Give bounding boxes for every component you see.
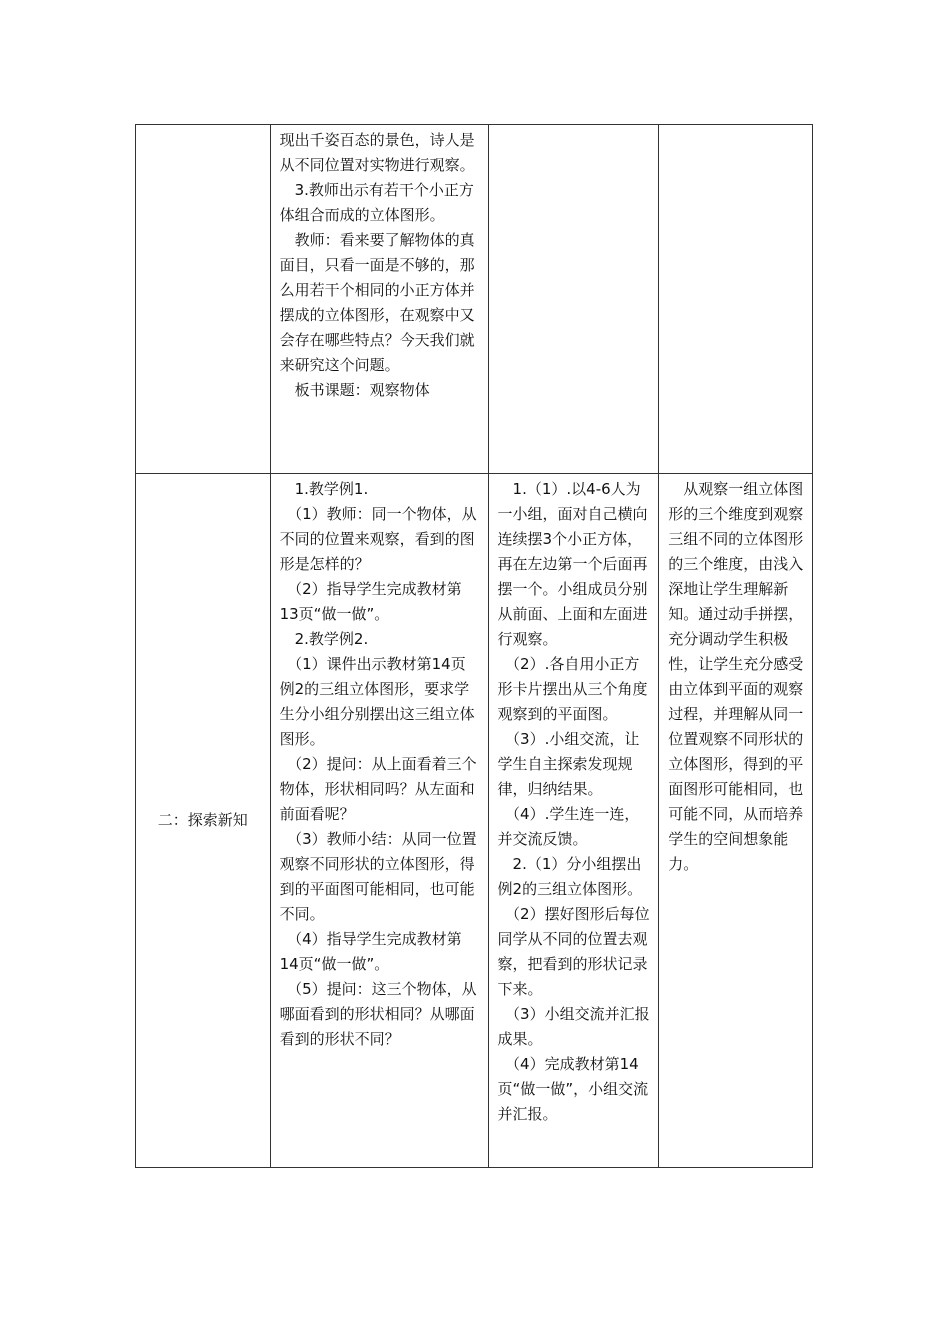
design-intent-cell	[659, 125, 813, 474]
teacher-paragraph: 2.教学例2.	[279, 630, 369, 648]
teacher-paragraph: （1）教师：同一个物体，从不同的位置来观察，看到的图形是怎样的？	[279, 505, 477, 573]
student-paragraph: 1.（1）.以4-6人为一小组，面对自己横向连续摆3个小正方体，再在左边第一个后面再摆一个。小组成员分别从前面、上面和左面进行观察。	[497, 480, 648, 648]
student-paragraph: （2）.各自用小正方形卡片摆出从三个角度观察到的平面图。	[497, 655, 648, 723]
teacher-paragraph: 3.教师出示有若干个小正方体组合而成的立体图形。	[279, 181, 474, 224]
teacher-paragraph: 板书课题：观察物体	[279, 381, 430, 399]
table-row	[136, 125, 813, 474]
teacher-paragraph: 1.教学例1.	[279, 480, 369, 498]
student-paragraph: （3）.小组交流，让学生自主探索发现规律，归纳结果。	[497, 730, 640, 798]
teacher-paragraph: 现出千姿百态的景色，诗人是从不同位置对实物进行观察。	[279, 131, 475, 174]
student-activity-cell	[488, 125, 659, 474]
stage-cell: 二：探索新知	[136, 474, 271, 1168]
teacher-paragraph: （2）指导学生完成教材第13页“做一做”。	[279, 580, 462, 623]
teacher-paragraph: （2）提问：从上面看着三个物体，形状相同吗？从左面和前面看呢？	[279, 755, 477, 823]
intent-paragraph: 从观察一组立体图形的三个维度到观察三组不同的立体图形的三个维度，由浅入深地让学生理解新知。通过动手拼摆，充分调动学生积极性，让学生充分感受由立体到平面的观察过程，并理解从同一位置观察不同形状的立体图形，得到的平面图形可能相同，也可能不同，从而培养学生的空间想象能力。	[668, 480, 804, 873]
table-row	[136, 474, 813, 1168]
student-paragraph: 2.（1）分小组摆出例2的三组立体图形。	[497, 855, 643, 898]
student-activity-cell	[488, 474, 659, 1168]
lesson-plan-table	[135, 124, 813, 1168]
student-paragraph: （4）完成教材第14页“做一做”，小组交流并汇报。	[497, 1055, 649, 1123]
teacher-activity-cell	[270, 474, 488, 1168]
design-intent-cell	[659, 474, 813, 1168]
teacher-paragraph: （4）指导学生完成教材第14页“做一做”。	[279, 930, 462, 973]
teacher-paragraph: （1）课件出示教材第14页例2的三组立体图形，要求学生分小组分别摆出这三组立体图形。	[279, 655, 475, 748]
teacher-paragraph: 教师：看来要了解物体的真面目，只看一面是不够的，那么用若干个相同的小正方体并摆成的立体图形，在观察中又会存在哪些特点？今天我们就来研究这个问题。	[279, 231, 475, 374]
student-paragraph: （4）.学生连一连，并交流反馈。	[497, 805, 640, 848]
student-paragraph: （2）摆好图形后每位同学从不同的位置去观察，把看到的形状记录下来。	[497, 905, 650, 998]
student-paragraph: （3）小组交流并汇报成果。	[497, 1005, 650, 1048]
teacher-paragraph: （3）教师小结：从同一位置观察不同形状的立体图形，得到的平面图可能相同，也可能不同。	[279, 830, 477, 923]
teacher-paragraph: （5）提问：这三个物体，从哪面看到的形状相同？从哪面看到的形状不同？	[279, 980, 477, 1048]
stage-cell	[136, 125, 271, 474]
teacher-activity-cell	[270, 125, 488, 474]
